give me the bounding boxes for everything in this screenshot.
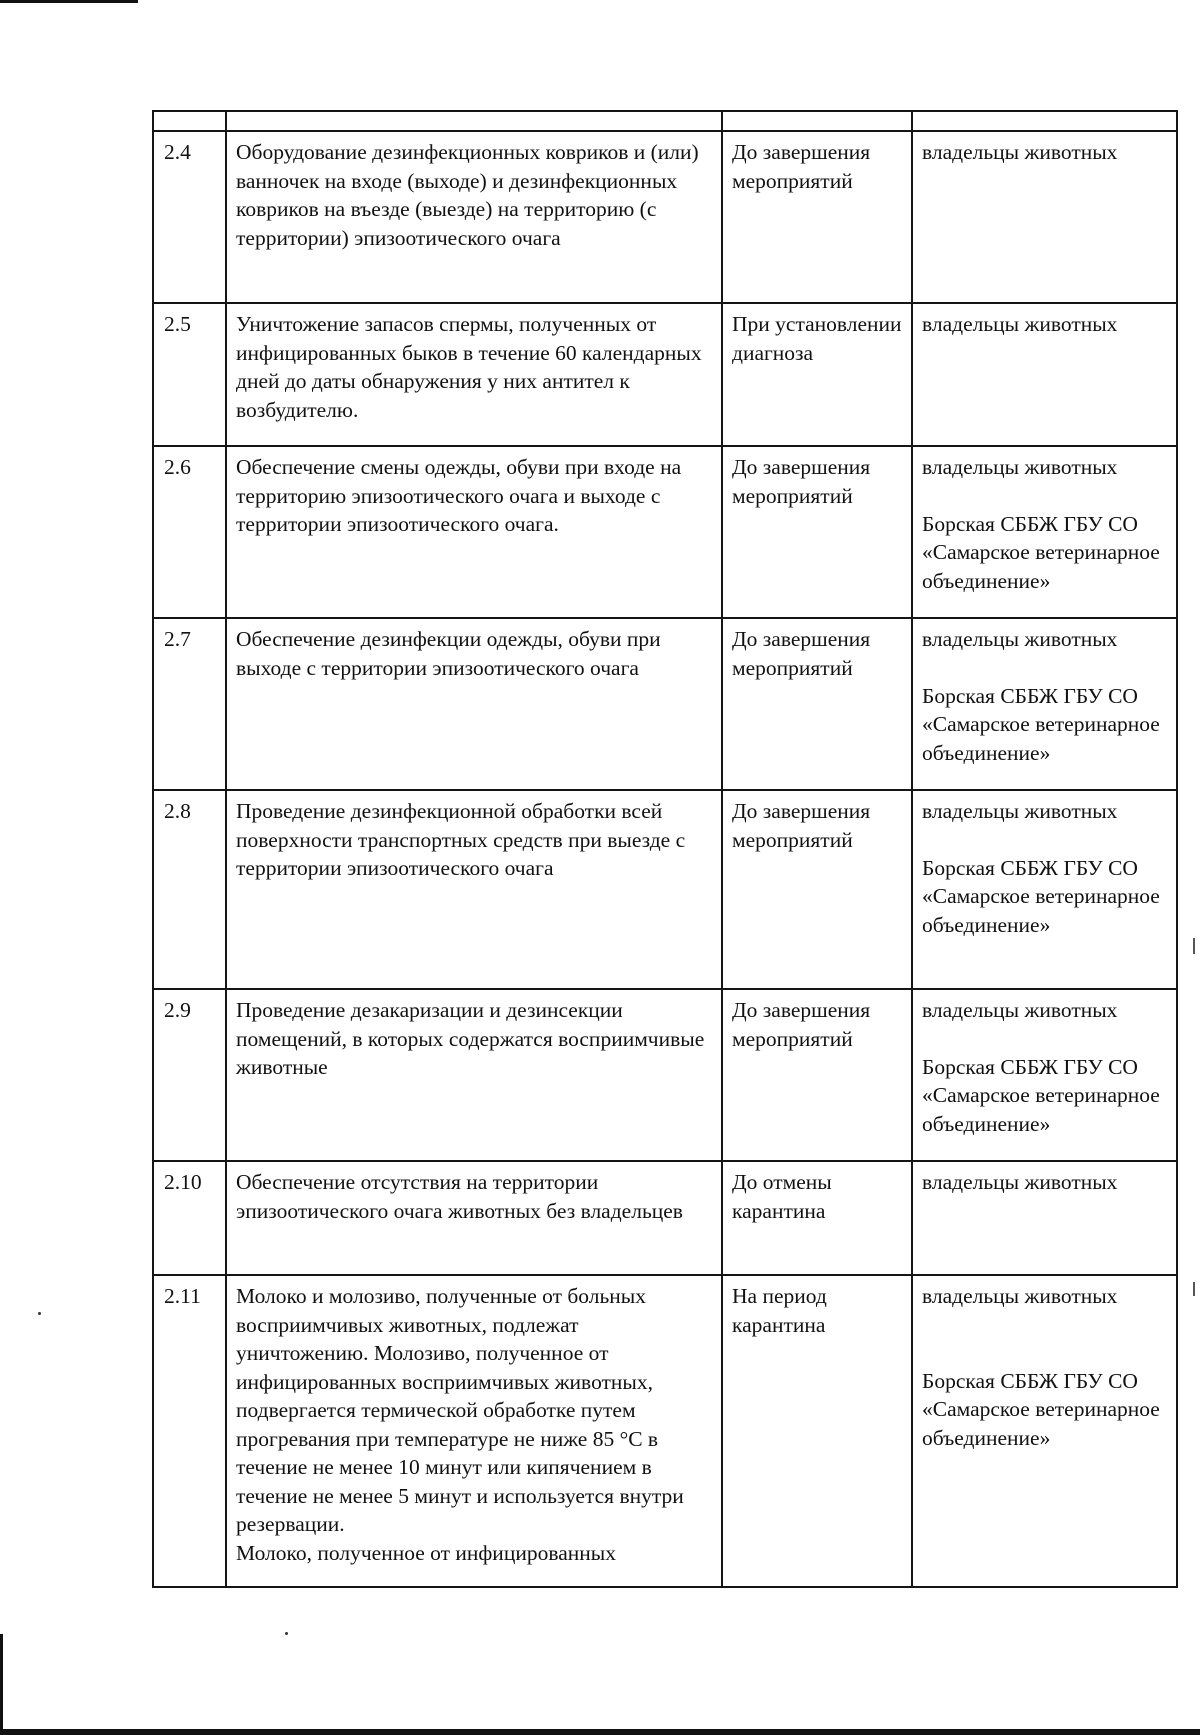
measure-text: Уничтожение запасов спермы, полученных от инфицированных быков в течение 60 календарных дней до даты обнаружения у них антител к возбудителю.: [226, 303, 722, 446]
measure-text: Обеспечение дезинфекции одежды, обуви при выходе с территории эпизоотического очага: [226, 618, 722, 790]
term-text: При установлении диагноза: [722, 303, 912, 446]
row-number: 2.5: [153, 303, 226, 446]
row-number: 2.9: [153, 989, 226, 1161]
row-number: 2.6: [153, 446, 226, 618]
table-row: [153, 790, 1177, 989]
responsible-cell: [912, 1161, 1177, 1275]
responsible-text: владельцы животных: [922, 998, 1118, 1022]
responsible-org-text: Борская СББЖ ГБУ СО «Самарское ветеринарное объединение»: [922, 683, 1160, 765]
measure-text: Обеспечение смены одежды, обуви при входе на территорию эпизоотического очага и выходе с территории эпизоотического очага.: [226, 446, 722, 618]
responsible-cell: [912, 989, 1177, 1161]
responsible-text: владельцы животных: [922, 1284, 1118, 1308]
responsible-cell: [912, 790, 1177, 989]
scan-speck: [285, 1632, 288, 1635]
responsible-cell: [912, 446, 1177, 618]
header-cell: [226, 111, 722, 131]
table-row: [153, 446, 1177, 618]
responsible-text: владельцы животных: [922, 627, 1118, 651]
responsible-text: владельцы животных: [922, 1170, 1118, 1194]
measures-table: [152, 110, 1178, 1588]
scan-mark: [1193, 938, 1195, 954]
term-text: До завершения мероприятий: [722, 989, 912, 1161]
row-number: 2.11: [153, 1275, 226, 1587]
scan-speck: [38, 1312, 41, 1315]
table-header-row: [153, 111, 1177, 131]
scan-edge-bottom: [0, 1729, 1200, 1735]
responsible-cell: [912, 618, 1177, 790]
responsible-org-text: Борская СББЖ ГБУ СО «Самарское ветеринарное объединение»: [922, 855, 1160, 937]
row-number: 2.7: [153, 618, 226, 790]
table-row: [153, 989, 1177, 1161]
measure-cell: [226, 1275, 722, 1587]
measure-text: Молоко и молозиво, полученные от больных восприимчивых животных, подлежат уничтожению. Молозиво, полученное от инфицированных восприимчивых животных, подвергается термической обработке путем прогревания при температуре не ниже 85 °С в течение не менее 10 минут или кипячением в течение не менее 5 минут и используется внутри резервации.: [236, 1284, 684, 1536]
measure-text: Обеспечение отсутствия на территории эпизоотического очага животных без владельцев: [226, 1161, 722, 1275]
responsible-org-text: Борская СББЖ ГБУ СО «Самарское ветеринарное объединение»: [922, 1368, 1160, 1450]
term-text: На период карантина: [722, 1275, 912, 1587]
responsible-text: владельцы животных: [922, 140, 1118, 164]
responsible-cell: [912, 131, 1177, 303]
table-row: [153, 618, 1177, 790]
responsible-org-text: Борская СББЖ ГБУ СО «Самарское ветеринарное объединение»: [922, 511, 1160, 593]
responsible-text: владельцы животных: [922, 312, 1118, 336]
measure-text: Проведение дезакаризации и дезинсекции помещений, в которых содержатся восприимчивые животные: [226, 989, 722, 1161]
table-row: [153, 1275, 1177, 1587]
row-number: 2.8: [153, 790, 226, 989]
responsible-text: владельцы животных: [922, 799, 1118, 823]
term-text: До завершения мероприятий: [722, 790, 912, 989]
scan-mark: [1193, 1282, 1195, 1296]
table-row: [153, 131, 1177, 303]
responsible-cell: [912, 1275, 1177, 1587]
row-number: 2.10: [153, 1161, 226, 1275]
scan-edge-top: [0, 0, 138, 3]
header-cell: [722, 111, 912, 131]
term-text: До завершения мероприятий: [722, 131, 912, 303]
responsible-cell: [912, 303, 1177, 446]
responsible-text: владельцы животных: [922, 455, 1118, 479]
header-cell: [153, 111, 226, 131]
row-number: 2.4: [153, 131, 226, 303]
term-text: До завершения мероприятий: [722, 618, 912, 790]
scan-edge-left: [0, 1634, 3, 1735]
table-row: [153, 1161, 1177, 1275]
table-row: [153, 303, 1177, 446]
term-text: До отмены карантина: [722, 1161, 912, 1275]
responsible-org-text: Борская СББЖ ГБУ СО «Самарское ветеринарное объединение»: [922, 1054, 1160, 1136]
measure-continued-text: Молоко, полученное от инфицированных: [236, 1540, 616, 1565]
header-cell: [912, 111, 1177, 131]
measure-text: Проведение дезинфекционной обработки всей поверхности транспортных средств при выезде с территории эпизоотического очага: [226, 790, 722, 989]
term-text: До завершения мероприятий: [722, 446, 912, 618]
measure-text: Оборудование дезинфекционных ковриков и (или) ванночек на входе (выходе) и дезинфекционных ковриков на въезде (выезде) на территорию (с территории) эпизоотического очага: [226, 131, 722, 303]
